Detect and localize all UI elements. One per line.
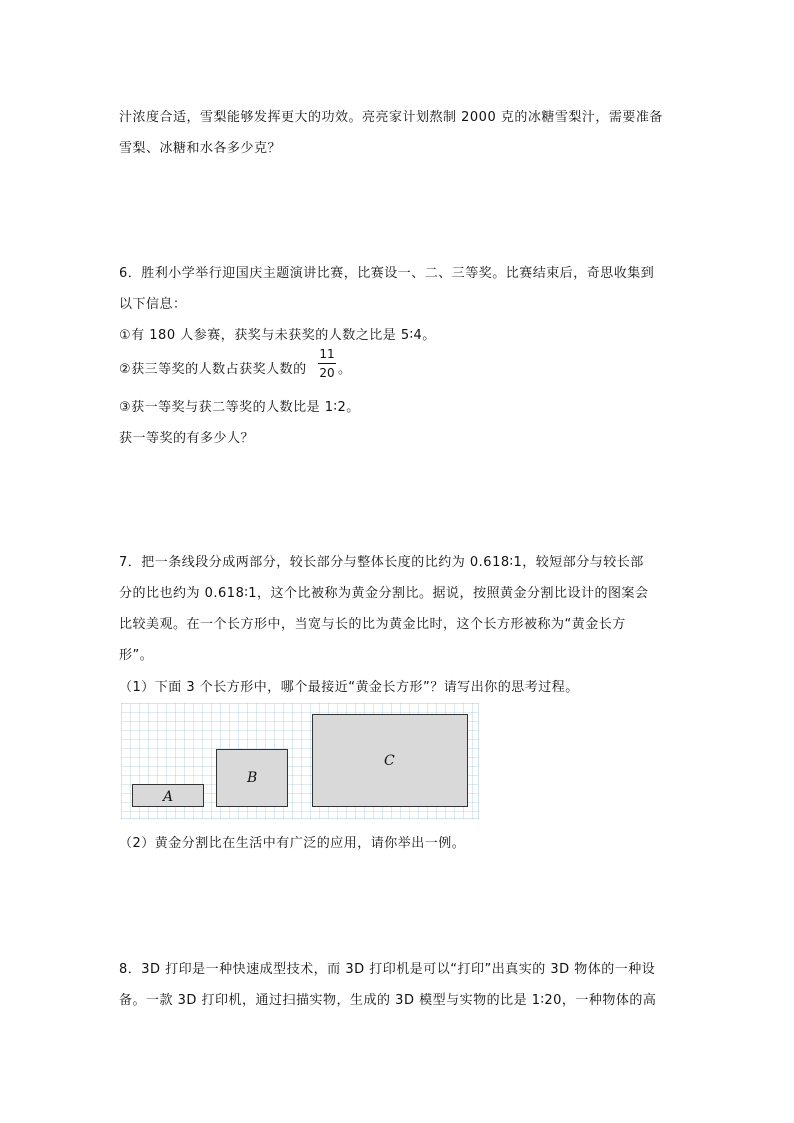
fraction-denominator: 20 [319, 366, 335, 380]
problem7-sub2: （2）黄金分割比在生活中有广泛的应用，请你举出一例。 [119, 836, 466, 851]
rectangles-figure [121, 703, 479, 819]
problem6-question: 获一等奖的有多少人？ [119, 431, 255, 446]
rectangle-b-label: B [247, 770, 258, 786]
problem6-info2-prefix: ②获三等奖的人数占获奖人数的 [119, 362, 307, 377]
problem8-line1: 8．3D 打印是一种快速成型技术，而 3D 打印机是可以“打印”出真实的 3D 物体的一种设 [119, 962, 656, 977]
problem7-line3: 比较美观。在一个长方形中，当宽与长的比为黄金比时，这个长方形被称为“黄金长方 [119, 617, 626, 632]
problem7-line4: 形”。 [119, 648, 154, 663]
problem7-sub1: （1）下面 3 个长方形中，哪个最接近“黄金长方形”？请写出你的思考过程。 [119, 680, 579, 695]
problem5-line1: 汁浓度合适，雪梨能够发挥更大的功效。亮亮家计划熬制 2000 克的冰糖雪梨汁，需要准备 [119, 110, 663, 125]
fraction-bar [318, 363, 336, 364]
problem6-info1: ①有 180 人参赛，获奖与未获奖的人数之比是 5∶4。 [119, 328, 436, 343]
fraction-11-20 [318, 348, 336, 379]
problem5-line2: 雪梨、冰糖和水各多少克？ [119, 141, 282, 156]
fraction-numerator: 11 [319, 347, 335, 361]
rectangle-c-label: C [384, 753, 395, 769]
problem7-line1: 7．把一条线段分成两部分，较长部分与整体长度的比约为 0.618∶1，较短部分与较长部 [119, 555, 644, 570]
problem7-line2: 分的比也约为 0.618∶1，这个比被称为黄金分割比。据说，按照黄金分割比设计的图案会 [119, 586, 649, 601]
problem8-line2: 备。一款 3D 打印机，通过扫描实物，生成的 3D 模型与实物的比是 1∶20，一种物体的高 [119, 993, 657, 1008]
problem6-info3: ③获一等奖与获二等奖的人数比是 1∶2。 [119, 400, 360, 415]
rectangle-a-label: A [163, 789, 174, 805]
problem6-info2-suffix: 。 [338, 362, 352, 377]
problem6-line2: 以下信息： [119, 297, 187, 312]
problem6-line1: 6．胜利小学举行迎国庆主题演讲比赛，比赛设一、二、三等奖。比赛结束后，奇思收集到 [119, 266, 655, 281]
